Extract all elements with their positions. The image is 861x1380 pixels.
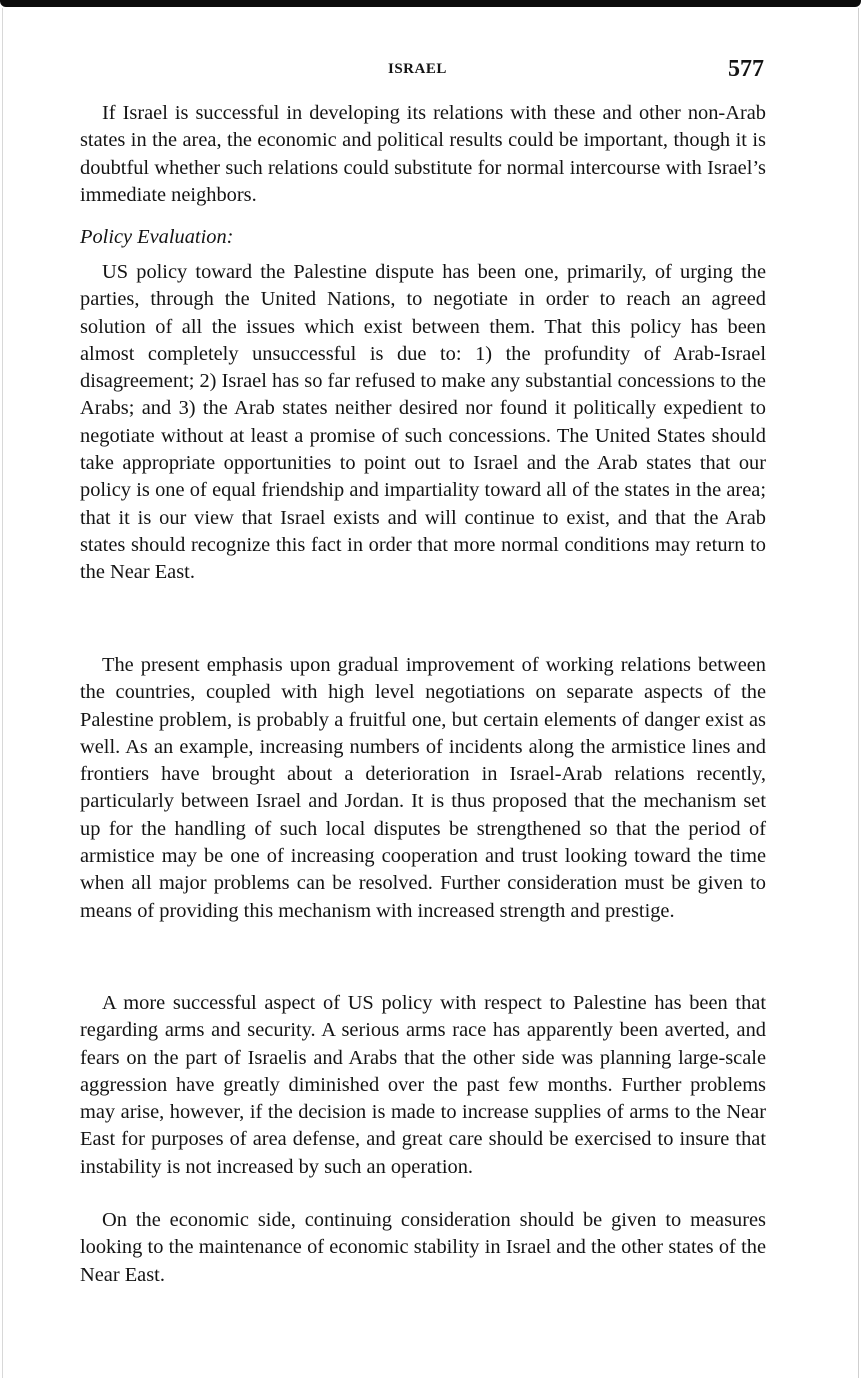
scan-top-border xyxy=(0,0,861,7)
section-block-4 xyxy=(80,1207,766,1289)
paragraph-us-policy: US policy toward the Palestine dispute has been one, primarily, of urging the parties, through the United Nations, to negotiate in order to reach an agreed solution of all the issues which exist between them. That this policy has been almost completely unsuccessful is due to: 1) the profundity of Arab-Israel disagreement; 2) Israel has so far refused to make any substantial concessions to the Arabs; and 3) the Arab states neither desired nor found it politically expedient to negotiate without at least a promise of such concessions. The United States should take appropriate opportunities to point out to Israel and the Arab states that our policy is one of equal friendship and impartiality toward all of the states in the area; that it is our view that Israel exists and will continue to exist, and that the Arab states should recognize this fact in order that more normal conditions may return to the Near East. xyxy=(80,261,766,584)
running-head xyxy=(0,58,861,88)
paragraph-present-emphasis: The present emphasis upon gradual improvement of working relations between the countries, coupled with high level negotiations on separate aspects of the Palestine problem, is probably a fruitful one, but certain elements of danger exist as well. As an example, increasing numbers of incidents along the armistice lines and frontiers have brought about a deterioration in Israel-Arab relations recently, particularly between Israel and Jordan. It is thus proposed that the mechanism set up for the handling of such local disputes be strengthened so that the period of armistice may be one of increasing cooperation and trust looking toward the time when all major problems can be resolved. Further consideration must be given to means of providing this mechanism with increased strength and prestige. xyxy=(80,654,766,922)
section-block-1 xyxy=(80,259,766,587)
page-number: 577 xyxy=(728,56,764,82)
paragraph-arms-security: A more successful aspect of US policy with respect to Palestine has been that regarding arms and security. A serious arms race has apparently been averted, and fears on the part of Israelis and Arabs that the other side was planning large-scale aggression have greatly diminished over the past few months. Further problems may arise, however, if the decision is made to increase supplies of arms to the Near East for purposes of area defense, and great care should be exercised to insure that instability is not increased by such an operation. xyxy=(80,992,766,1178)
page-right-edge xyxy=(858,8,859,1378)
intro-block xyxy=(80,100,766,209)
paragraph-intro: If Israel is successful in developing its relations with these and other non-Arab states in the area, the economic and political results could be important, though it is doubtful whether such relations could substitute for normal intercourse with Israel’s immediate neighbors. xyxy=(80,102,766,206)
section-block-2 xyxy=(80,652,766,925)
section-heading-block xyxy=(80,224,766,251)
section-block-3 xyxy=(80,990,766,1181)
paragraph-economic: On the economic side, continuing consideration should be given to measures looking to the maintenance of economic stability in Israel and the other states of the Near East. xyxy=(80,1209,766,1286)
running-head-title: ISRAEL xyxy=(388,61,447,77)
page-left-edge xyxy=(2,8,3,1378)
section-heading: Policy Evaluation: xyxy=(80,226,234,248)
